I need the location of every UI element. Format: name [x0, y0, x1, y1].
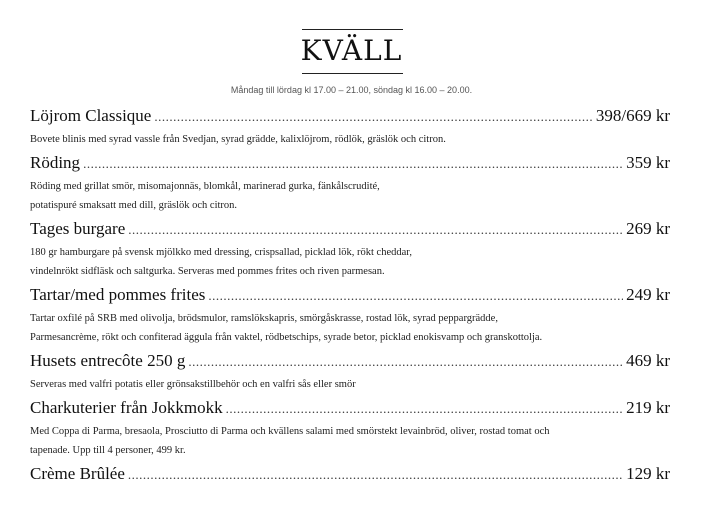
menu-item: [30, 347, 670, 394]
title-rule-bottom: [302, 73, 403, 74]
dot-leader: [128, 467, 623, 483]
opening-hours: Måndag till lördag kl 17.00 – 21.00, söndag kl 16.00 – 20.00.: [230, 85, 473, 95]
menu-item-price: 129 kr: [626, 464, 670, 483]
menu-item-description: Bovete blinis med syrad vassle från Svedjan, syrad grädde, kalixlöjrom, rödlök, gräslök och citron.: [30, 134, 446, 145]
menu-item-name: Tartar/med pommes frites: [30, 285, 206, 304]
dot-leader: [226, 401, 623, 417]
menu-item-description: Röding med grillat smör, misomajonnäs, blomkål, marinerad gurka, fänkålscrudité,: [30, 181, 380, 192]
menu-item-name: Crème Brûlée: [30, 464, 125, 483]
menu-item-header: [30, 102, 670, 130]
dot-leader: [208, 288, 623, 304]
menu-item-price: 398/669 kr: [595, 106, 670, 125]
menu-item: [30, 460, 670, 488]
menu-item: [30, 394, 670, 460]
menu-item: [30, 149, 670, 215]
menu-item-price: 469 kr: [626, 351, 670, 370]
menu-item-header: [30, 281, 670, 309]
menu-list: [30, 102, 670, 488]
menu-item-price: 269 kr: [626, 219, 670, 238]
menu-item-price: 219 kr: [626, 398, 670, 417]
dot-leader: [128, 222, 623, 238]
menu-item-price: 359 kr: [626, 153, 670, 172]
dot-leader: [83, 156, 623, 172]
menu-item-name: Husets entrecôte 250 g: [30, 351, 186, 370]
menu-item-name: Löjrom Classique: [30, 106, 152, 125]
dot-leader: [154, 109, 593, 125]
menu-item-description: Parmesancrème, rökt och confiterad äggula från vaktel, rödbetschips, syrade betor, picklad enokisvamp och granskottolja.: [30, 332, 543, 343]
menu-item-header: [30, 215, 670, 243]
menu-item-name: Tages burgare: [30, 219, 126, 238]
menu-item-description: Serveras med valfri potatis eller grönsakstillbehör och en valfri sås eller smör: [30, 379, 356, 390]
menu-item: [30, 102, 670, 149]
page-title: KVÄLL: [300, 34, 403, 67]
menu-item: [30, 215, 670, 281]
menu-item-description: vindelnrökt sidfläsk och saltgurka. Serveras med pommes frites och riven parmesan.: [30, 266, 385, 277]
menu-item-description: Tartar oxfilé på SRB med olivolja, brödsmulor, ramslökskapris, smörgåskrasse, rostad lök, syrad peppargrädde,: [30, 313, 498, 324]
menu-item-description: 180 gr hamburgare på svensk mjölkko med dressing, crispsallad, picklad lök, rökt cheddar,: [30, 247, 412, 258]
menu-item-header: [30, 149, 670, 177]
menu-item-description: Med Coppa di Parma, bresaola, Prosciutto di Parma och kvällens salami med smörstekt levainbröd, oliver, rostad tomat och: [30, 426, 550, 437]
dot-leader: [188, 354, 623, 370]
menu-item-description: tapenade. Upp till 4 personer, 499 kr.: [30, 445, 186, 456]
menu-item-header: [30, 394, 670, 422]
menu-item: [30, 281, 670, 347]
menu-item-name: Röding: [30, 153, 81, 172]
menu-item-description: potatispuré smaksatt med dill, gräslök och citron.: [30, 200, 238, 211]
menu-item-name: Charkuterier från Jokkmokk: [30, 398, 223, 417]
menu-item-price: 249 kr: [626, 285, 670, 304]
title-rule-top: [302, 29, 403, 30]
menu-item-header: [30, 460, 670, 488]
menu-item-header: [30, 347, 670, 375]
